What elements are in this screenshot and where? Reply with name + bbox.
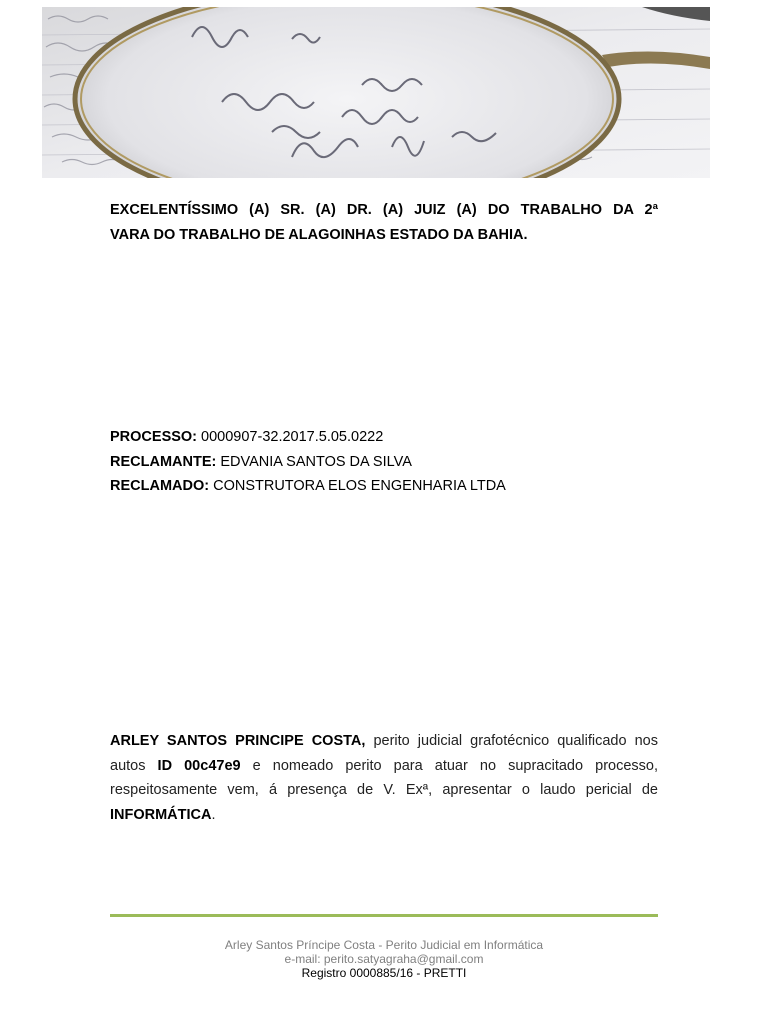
footer-divider bbox=[110, 914, 658, 917]
report-subject: INFORMÁTICA bbox=[110, 806, 212, 823]
petition-paragraph bbox=[110, 729, 658, 827]
paragraph-text-2: e nomeado perito para atuar no supracitado processo, respeitosamente vem, á presença de V. Exª, apresentar o laudo pericial de bbox=[110, 757, 658, 798]
addressee-line-2: VARA DO TRABALHO DE ALAGOINHAS ESTADO DA BAHIA. bbox=[110, 227, 528, 243]
processo-value: 0000907-32.2017.5.05.0222 bbox=[201, 429, 384, 445]
reclamante-row bbox=[110, 450, 658, 475]
footer-email: e-mail: perito.satyagraha@gmail.com bbox=[284, 952, 484, 966]
footer-registration: Registro 0000885/16 - PRETTI bbox=[301, 966, 467, 980]
processo-label: PROCESSO: bbox=[110, 429, 198, 445]
addressee-heading bbox=[110, 198, 658, 248]
page-footer bbox=[110, 938, 658, 980]
reclamado-value: CONSTRUTORA ELOS ENGENHARIA LTDA bbox=[213, 478, 506, 494]
expert-name: ARLEY SANTOS PRINCIPE COSTA, bbox=[110, 733, 366, 749]
case-details bbox=[110, 425, 658, 499]
addressee-line-1: EXCELENTÍSSIMO (A) SR. (A) DR. (A) JUIZ (A) DO TRABALHO DA 2ª bbox=[110, 202, 658, 218]
paragraph-text-1: perito judicial grafotécnico qualificado nos autos bbox=[110, 733, 658, 774]
paragraph-text-3: . bbox=[211, 806, 216, 823]
document-id: ID 00c47e9 bbox=[157, 757, 241, 774]
reclamante-value: EDVANIA SANTOS DA SILVA bbox=[220, 453, 412, 470]
processo-row bbox=[110, 425, 658, 450]
header-banner-image bbox=[42, 7, 710, 178]
reclamado-label: RECLAMADO: bbox=[110, 478, 210, 494]
reclamante-label: RECLAMANTE: bbox=[110, 453, 217, 470]
reclamado-row bbox=[110, 474, 658, 499]
magnifying-glass-icon bbox=[42, 7, 710, 178]
footer-author: Arley Santos Príncipe Costa - Perito Judicial em Informática bbox=[224, 938, 544, 952]
